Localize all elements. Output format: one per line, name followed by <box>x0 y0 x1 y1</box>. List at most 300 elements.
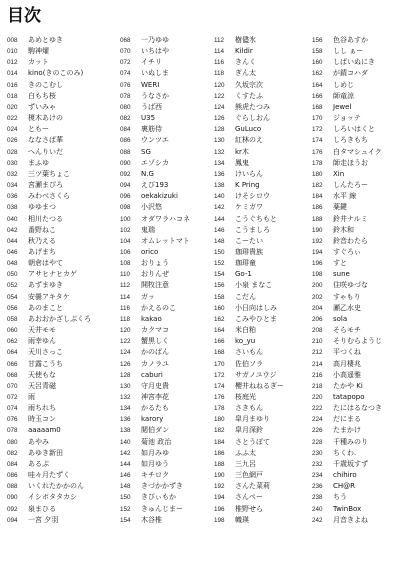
toc-entry <box>214 515 310 526</box>
artist-name: 宮瀬まぴろ <box>28 181 63 190</box>
page-number: 088 <box>120 148 131 156</box>
page-number: 120 <box>120 327 131 335</box>
page-number: 090 <box>7 494 18 502</box>
page-number: 060 <box>7 327 18 335</box>
artist-name: 鬼瑞 <box>141 225 155 234</box>
page-number: 132 <box>214 148 225 156</box>
page-number: 030 <box>7 159 18 167</box>
page-number: 092 <box>7 505 18 513</box>
toc-entry <box>312 68 400 79</box>
toc-entry <box>214 459 310 470</box>
page-number: 124 <box>214 103 225 111</box>
toc-entry <box>312 303 400 314</box>
page-number: 216 <box>312 371 323 379</box>
toc-entry <box>214 504 310 515</box>
toc-entry <box>120 46 216 57</box>
toc-entry <box>120 347 216 358</box>
artist-name: 皐月深鈴 <box>235 426 263 435</box>
toc-entry <box>120 481 216 492</box>
page-number: 208 <box>312 327 323 335</box>
artist-name: こみやひとま <box>235 314 277 323</box>
artist-name: いぬしま <box>141 69 169 78</box>
artist-name: 三ツ葉ちょこ <box>28 169 70 178</box>
toc-entry <box>214 314 310 325</box>
toc-entry <box>214 347 310 358</box>
toc-entry <box>214 481 310 492</box>
page-number: 158 <box>312 48 323 56</box>
page-number: 234 <box>312 472 323 480</box>
toc-entry <box>120 492 216 503</box>
page-number: 044 <box>7 237 18 245</box>
toc-entry <box>214 448 310 459</box>
toc-entry <box>120 147 216 158</box>
artist-name: sune <box>333 270 350 279</box>
artist-name: 鳳鬼 <box>235 158 249 167</box>
page-number: 136 <box>120 416 131 424</box>
page-number: 078 <box>120 92 131 100</box>
toc-entry <box>214 225 310 236</box>
artist-name: おりょう <box>141 259 169 268</box>
artist-name: 佐伯ソラ <box>235 359 263 368</box>
page-number: 094 <box>120 182 131 190</box>
page-number: 198 <box>214 516 225 524</box>
artist-name: けそシロウ <box>235 192 270 201</box>
toc-entry <box>312 347 400 358</box>
toc-entry <box>214 392 310 403</box>
page-number: 154 <box>214 271 225 279</box>
page-number: 174 <box>312 137 323 145</box>
page-number: 040 <box>7 215 18 223</box>
page-number: 080 <box>120 103 131 111</box>
page-number: 116 <box>214 59 225 67</box>
page-number: 066 <box>7 360 18 368</box>
toc-entry <box>214 124 310 135</box>
toc-entry <box>312 214 400 225</box>
page-number: 196 <box>312 260 323 268</box>
page-number: 178 <box>312 159 323 167</box>
toc-entry <box>7 68 103 79</box>
page-number: 070 <box>7 382 18 390</box>
page-number: 166 <box>214 338 225 346</box>
page-number: 108 <box>120 260 131 268</box>
artist-name: Kildir <box>235 47 253 56</box>
page-number: 214 <box>312 360 323 368</box>
page-number: 114 <box>214 48 225 56</box>
artist-name: きづかかずき <box>141 482 183 491</box>
artist-name: 熊虎たつみ <box>235 102 270 111</box>
page-number: 016 <box>7 81 18 89</box>
toc-entry <box>312 147 400 158</box>
toc-entry <box>120 169 216 180</box>
artist-name: 水平 線 <box>333 192 357 201</box>
page-number: 194 <box>214 494 225 502</box>
toc-entry <box>120 113 216 124</box>
artist-name: tatapopo <box>333 393 365 401</box>
toc-entry <box>214 492 310 503</box>
page-number: 056 <box>7 304 18 312</box>
toc-entry <box>120 191 216 202</box>
page-number: 126 <box>120 360 131 368</box>
toc-entry <box>120 425 216 436</box>
page-number: 194 <box>312 248 323 256</box>
page-number: 140 <box>214 193 225 201</box>
toc-entry <box>312 492 400 503</box>
page-number: 036 <box>7 193 18 201</box>
page-number: 204 <box>312 304 323 312</box>
artist-name: Go-1 <box>235 270 252 279</box>
toc-entry <box>312 236 400 247</box>
page-number: 082 <box>120 115 131 123</box>
toc-entry <box>214 280 310 291</box>
page-number: 170 <box>312 115 323 123</box>
page-number: 088 <box>7 483 18 491</box>
page-number: 180 <box>214 416 225 424</box>
toc-entry <box>7 247 103 258</box>
artist-name: アサヒナヒカゲ <box>28 270 77 279</box>
toc-entry <box>120 292 216 303</box>
toc-entry <box>120 470 216 481</box>
toc-entry <box>7 57 103 68</box>
toc-entry <box>214 80 310 91</box>
artist-name: 幟瑛 <box>235 515 249 524</box>
toc-entry <box>214 113 310 124</box>
artist-name: WERI <box>141 80 160 89</box>
page-number: 122 <box>120 338 131 346</box>
page-number: 032 <box>7 170 18 178</box>
page-number: 240 <box>312 505 323 513</box>
artist-name: さいもん <box>235 348 263 357</box>
page-number: 218 <box>312 382 323 390</box>
artist-name: aaaaam0 <box>28 426 61 435</box>
page-number: 020 <box>7 103 18 111</box>
artist-name: くすたふ <box>235 91 263 100</box>
artist-name: 小沢悠 <box>141 203 162 212</box>
toc-entry <box>120 515 216 526</box>
toc-entry <box>214 258 310 269</box>
artist-name: N.G <box>141 169 154 178</box>
toc-entry <box>214 202 310 213</box>
page-number: 210 <box>312 338 323 346</box>
toc-entry <box>312 470 400 481</box>
toc-entry <box>7 35 103 46</box>
artist-name: ガッ <box>141 292 155 301</box>
artist-name: かえるのこ <box>141 303 176 312</box>
toc-entry <box>120 303 216 314</box>
artist-name: 木谷椎 <box>141 515 162 524</box>
page-number: 076 <box>120 81 131 89</box>
toc-entry <box>312 124 400 135</box>
page-number: 158 <box>214 293 225 301</box>
artist-name: 師竜涼 <box>333 91 354 100</box>
page-number: 230 <box>312 449 323 457</box>
toc-entry <box>120 448 216 459</box>
toc-entry <box>7 492 103 503</box>
artist-name: 閲伯ダン <box>141 426 170 435</box>
artist-name: おりんぜ <box>141 270 169 279</box>
page-number: 052 <box>7 282 18 290</box>
page-number: 058 <box>7 315 18 323</box>
page-number: 176 <box>312 148 323 156</box>
toc-column <box>214 35 310 526</box>
toc-entry <box>312 269 400 280</box>
page-number: 222 <box>312 405 323 413</box>
artist-name: へんりいだ <box>28 147 63 156</box>
artist-name: かのばん <box>141 348 169 357</box>
toc-entry <box>312 169 400 180</box>
page-number: 130 <box>120 382 131 390</box>
toc-entry <box>7 437 103 448</box>
artist-name: 桜庭光 <box>235 393 256 401</box>
artist-name: ぐらしおん <box>235 114 270 123</box>
toc-entry <box>120 91 216 102</box>
toc-entry <box>312 481 400 492</box>
toc-entry <box>120 359 216 370</box>
page-number: 182 <box>214 427 225 435</box>
toc-entry <box>312 325 400 336</box>
toc-entry <box>7 180 103 191</box>
toc-entry <box>312 46 400 57</box>
page-number: 128 <box>120 371 131 379</box>
toc-entry <box>7 135 103 146</box>
artist-name: 白タマシュイク <box>333 147 382 156</box>
toc-entry <box>7 169 103 180</box>
toc-entry <box>312 202 400 213</box>
artist-name: 天呂青磁 <box>28 381 56 390</box>
toc-entry <box>7 392 103 403</box>
page-number: 228 <box>312 438 323 446</box>
page-number: 018 <box>7 92 18 100</box>
toc-entry <box>214 169 310 180</box>
artist-name: しばいぬにき <box>333 58 375 67</box>
toc-entry <box>120 102 216 113</box>
artist-name: 珈琲貴族 <box>235 247 263 256</box>
toc-entry <box>7 102 103 113</box>
page-number: 164 <box>312 81 323 89</box>
page-number: 164 <box>214 327 225 335</box>
page-number: 160 <box>214 304 225 312</box>
toc-entry <box>312 314 400 325</box>
artist-name: 珈琲童 <box>235 259 256 268</box>
page-number: 106 <box>120 248 131 256</box>
page-number: 028 <box>7 148 18 156</box>
toc-entry <box>7 258 103 269</box>
artist-name: カット <box>28 58 49 67</box>
artist-name: あげまち <box>28 247 56 256</box>
page-number: 172 <box>214 371 225 379</box>
artist-name: Xin <box>333 169 345 178</box>
page-number: 242 <box>312 516 323 524</box>
artist-name: いくれたかかのん <box>28 482 84 491</box>
page-number: 148 <box>214 237 225 245</box>
artist-name: 秋乃える <box>28 236 56 245</box>
artist-name: 哇々月たずく <box>28 471 70 480</box>
toc-entry <box>312 437 400 448</box>
toc-entry <box>214 325 310 336</box>
toc-entry <box>312 370 400 381</box>
page-number: 046 <box>7 248 18 256</box>
toc-entry <box>120 504 216 515</box>
artist-name: U35 <box>141 114 156 123</box>
toc-column <box>120 35 216 526</box>
toc-entry <box>214 303 310 314</box>
artist-name: 榎木あけの <box>28 114 63 123</box>
page-number: 226 <box>312 427 323 435</box>
toc-entry <box>120 236 216 247</box>
toc-entry <box>214 292 310 303</box>
toc-entry <box>214 437 310 448</box>
toc-entry <box>7 359 103 370</box>
artist-name: キチロク <box>141 471 169 480</box>
artist-name: 菊池 政治 <box>141 437 172 446</box>
artist-name: chihiro <box>333 471 357 480</box>
toc-entry <box>312 225 400 236</box>
artist-name: ぎん太 <box>235 69 256 78</box>
page-number: 078 <box>7 427 18 435</box>
artist-name: すぐろぃ <box>333 247 361 256</box>
artist-name: カクマコ <box>141 326 169 335</box>
page-number: 168 <box>312 103 323 111</box>
artist-name: 白もち桜 <box>28 91 56 100</box>
page-number: 154 <box>120 516 131 524</box>
artist-name: しめじ <box>333 80 354 89</box>
artist-name: 千歳坂すず <box>333 459 369 468</box>
page-number: 124 <box>120 349 131 357</box>
toc-entry <box>120 225 216 236</box>
artist-name: あおおかざしぷくろ <box>28 314 91 323</box>
toc-entry <box>7 225 103 236</box>
artist-name: カノラユ <box>141 359 169 368</box>
artist-name: 鈴音わたら <box>333 236 368 245</box>
artist-name: 鈴井ナルミ <box>333 214 368 223</box>
toc-entry <box>120 459 216 470</box>
toc-entry <box>7 314 103 325</box>
page-number: 116 <box>120 304 131 312</box>
page-number: 038 <box>7 204 18 212</box>
page-number: 156 <box>312 37 323 44</box>
page-number: 236 <box>312 483 323 491</box>
artist-name: 天井モモ <box>28 326 56 335</box>
page-number: 090 <box>120 159 131 167</box>
page-number: 074 <box>120 70 131 78</box>
toc-entry <box>7 236 103 247</box>
page-number: 142 <box>120 449 131 457</box>
toc-entry <box>7 425 103 436</box>
artist-name: 小高遥雅 <box>333 370 361 379</box>
page-number: 068 <box>120 37 131 44</box>
toc-entry <box>312 191 400 202</box>
toc-entry <box>120 80 216 91</box>
artist-name: きゅんじまー <box>141 504 183 513</box>
toc-entry <box>312 102 400 113</box>
artist-name: 雨幸ゆん <box>28 337 56 346</box>
page-number: 148 <box>120 483 131 491</box>
artist-name: ジョッテ <box>333 114 361 123</box>
page-number: 084 <box>7 460 18 468</box>
artist-name: 櫻井ねねるぎー <box>235 381 284 390</box>
artist-name: たまかけ <box>333 426 361 435</box>
artist-name: こうましろ <box>235 225 270 234</box>
artist-name: イシボタタカシ <box>28 493 77 502</box>
artist-name: が錆コハダ <box>333 69 368 78</box>
page-number: 080 <box>7 438 18 446</box>
artist-name: ゆゆまつ <box>28 203 56 212</box>
page-number: 054 <box>7 293 18 301</box>
artist-name: さんぺー <box>235 493 263 502</box>
toc-entry <box>7 91 103 102</box>
artist-name: あるぷ <box>28 459 49 468</box>
toc-entry <box>120 414 216 425</box>
toc-entry <box>214 236 310 247</box>
artist-name: 相川たつる <box>28 214 63 223</box>
page-number: 188 <box>312 215 323 223</box>
toc-entry <box>312 381 400 392</box>
page-number: 062 <box>7 338 18 346</box>
toc-entry <box>7 459 103 470</box>
toc-entry <box>120 158 216 169</box>
toc-entry <box>312 448 400 459</box>
toc-entry <box>312 414 400 425</box>
artist-name: みわべさくら <box>28 192 70 201</box>
artist-name: きんく <box>235 58 256 67</box>
page-number: 184 <box>312 193 323 201</box>
artist-name: 樹儘氷 <box>235 36 256 44</box>
page-number: 182 <box>312 182 323 190</box>
artist-name: オダワラハコネ <box>141 214 190 223</box>
toc-entry <box>312 515 400 526</box>
artist-name: 泉まひる <box>28 504 56 513</box>
page-number: 192 <box>214 483 225 491</box>
page-number: 042 <box>7 226 18 234</box>
artist-name: 薬鍵 <box>333 203 347 212</box>
page-number: 166 <box>312 92 323 100</box>
page-number: 114 <box>120 293 131 301</box>
toc-entry <box>312 504 400 515</box>
toc-entry <box>120 180 216 191</box>
page-number: 098 <box>120 204 131 212</box>
artist-name: 三九呂 <box>235 459 256 468</box>
page-number: 086 <box>7 472 18 480</box>
toc-entry <box>312 403 400 414</box>
page-number: 238 <box>312 494 323 502</box>
toc-entry <box>7 292 103 303</box>
artist-name: 蟹黒しく <box>141 337 169 346</box>
page-number: 100 <box>120 215 131 223</box>
artist-name: 平つくね <box>333 348 361 357</box>
toc-entry <box>214 359 310 370</box>
artist-name: 椎野せら <box>235 504 263 513</box>
artist-name: 米白粕 <box>235 326 256 335</box>
artist-name: いちはや <box>141 47 169 56</box>
page-number: 190 <box>214 472 225 480</box>
artist-name: ちう <box>333 493 347 502</box>
toc-entry <box>120 437 216 448</box>
artist-name: 駒神燿 <box>28 47 49 56</box>
toc-entry <box>7 147 103 158</box>
toc-entry <box>7 370 103 381</box>
artist-name: そらモチ <box>333 326 361 335</box>
toc-entry <box>7 46 103 57</box>
artist-name: caburi <box>141 370 163 379</box>
artist-name: 甘露こうち <box>28 359 63 368</box>
artist-name: イチリ <box>141 58 162 67</box>
artist-name: ふふ太 <box>235 448 256 457</box>
toc-entry <box>214 470 310 481</box>
toc-entry <box>120 392 216 403</box>
artist-name: えび193 <box>141 181 169 190</box>
artist-name: 三色網戸 <box>235 471 263 480</box>
toc-entry <box>7 403 103 414</box>
toc-entry <box>7 347 103 358</box>
